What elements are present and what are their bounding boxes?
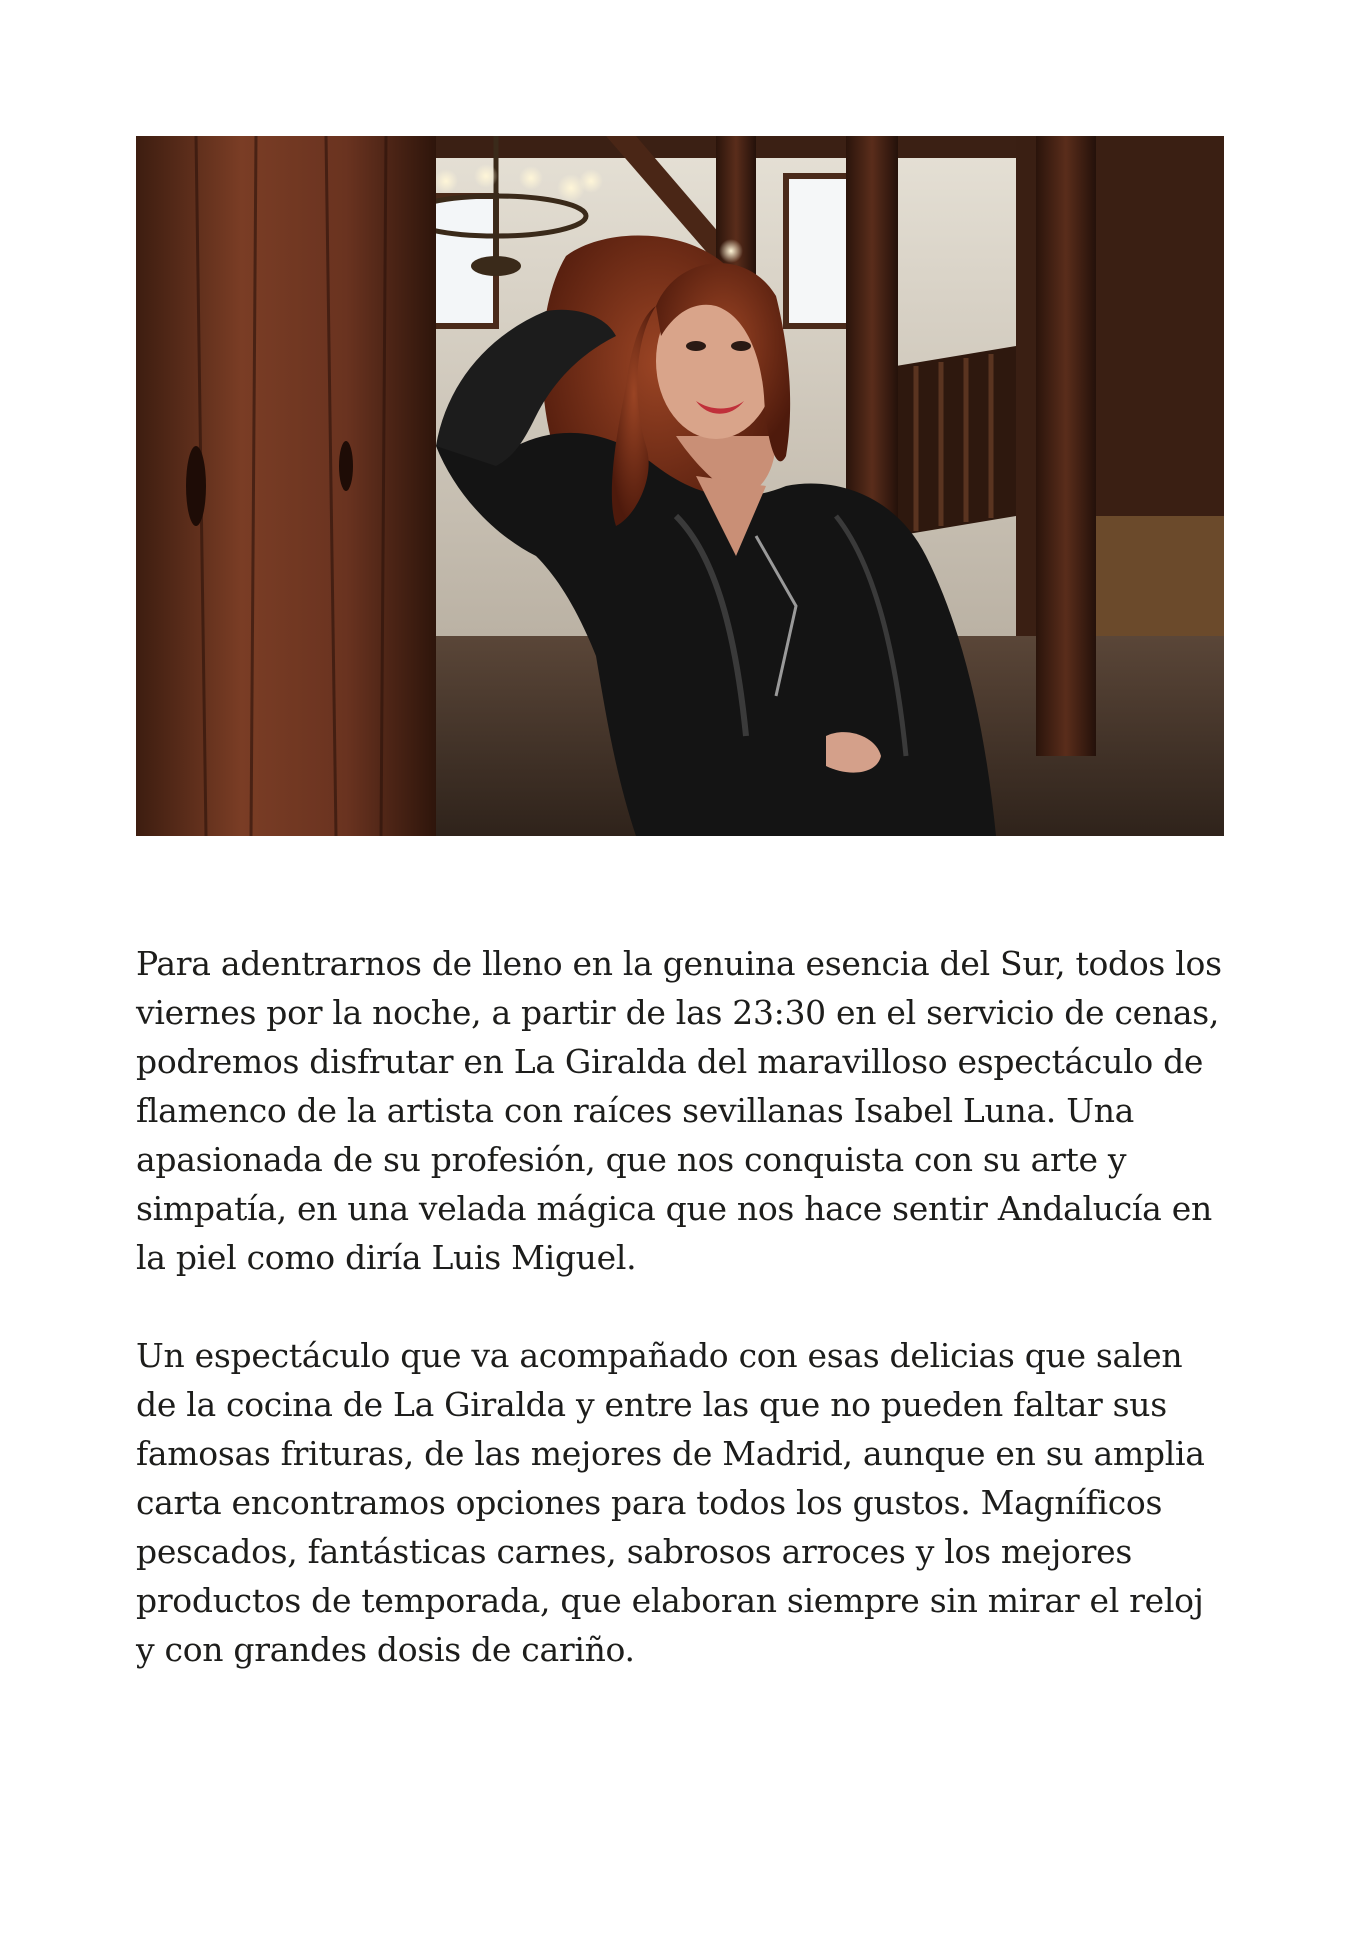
article-body [136, 890, 1226, 1723]
article-paragraph-1: Para adentrarnos de lleno en la genuina esencia del Sur, todos los viernes por la noche, a partir de las 23:30 en el servicio de cenas, podremos disfrutar en La Giralda del maravilloso espectáculo de flamenco de la artista con raíces sevillanas Isabel Luna. Una apasionada de su profesión, que nos conquista con su arte y simpatía, en una velada mágica que nos hace sentir Andalucía en la piel como diría Luis Miguel. [136, 944, 1222, 1277]
article-paragraph-2: Un espectáculo que va acompañado con esas delicias que salen de la cocina de La Giralda y entre las que no pueden faltar sus famosas frituras, de las mejores de Madrid, aunque en su amplia carta encontramos opciones para todos los gustos. Magníficos pescados, fantásticas carnes, sabrosos arroces y los mejores productos de temporada, que elaboran siempre sin mirar el reloj y con grandes dosis de cariño. [136, 1336, 1205, 1669]
portrait-photo [136, 136, 1224, 836]
portrait-photo-icon [136, 136, 1224, 836]
